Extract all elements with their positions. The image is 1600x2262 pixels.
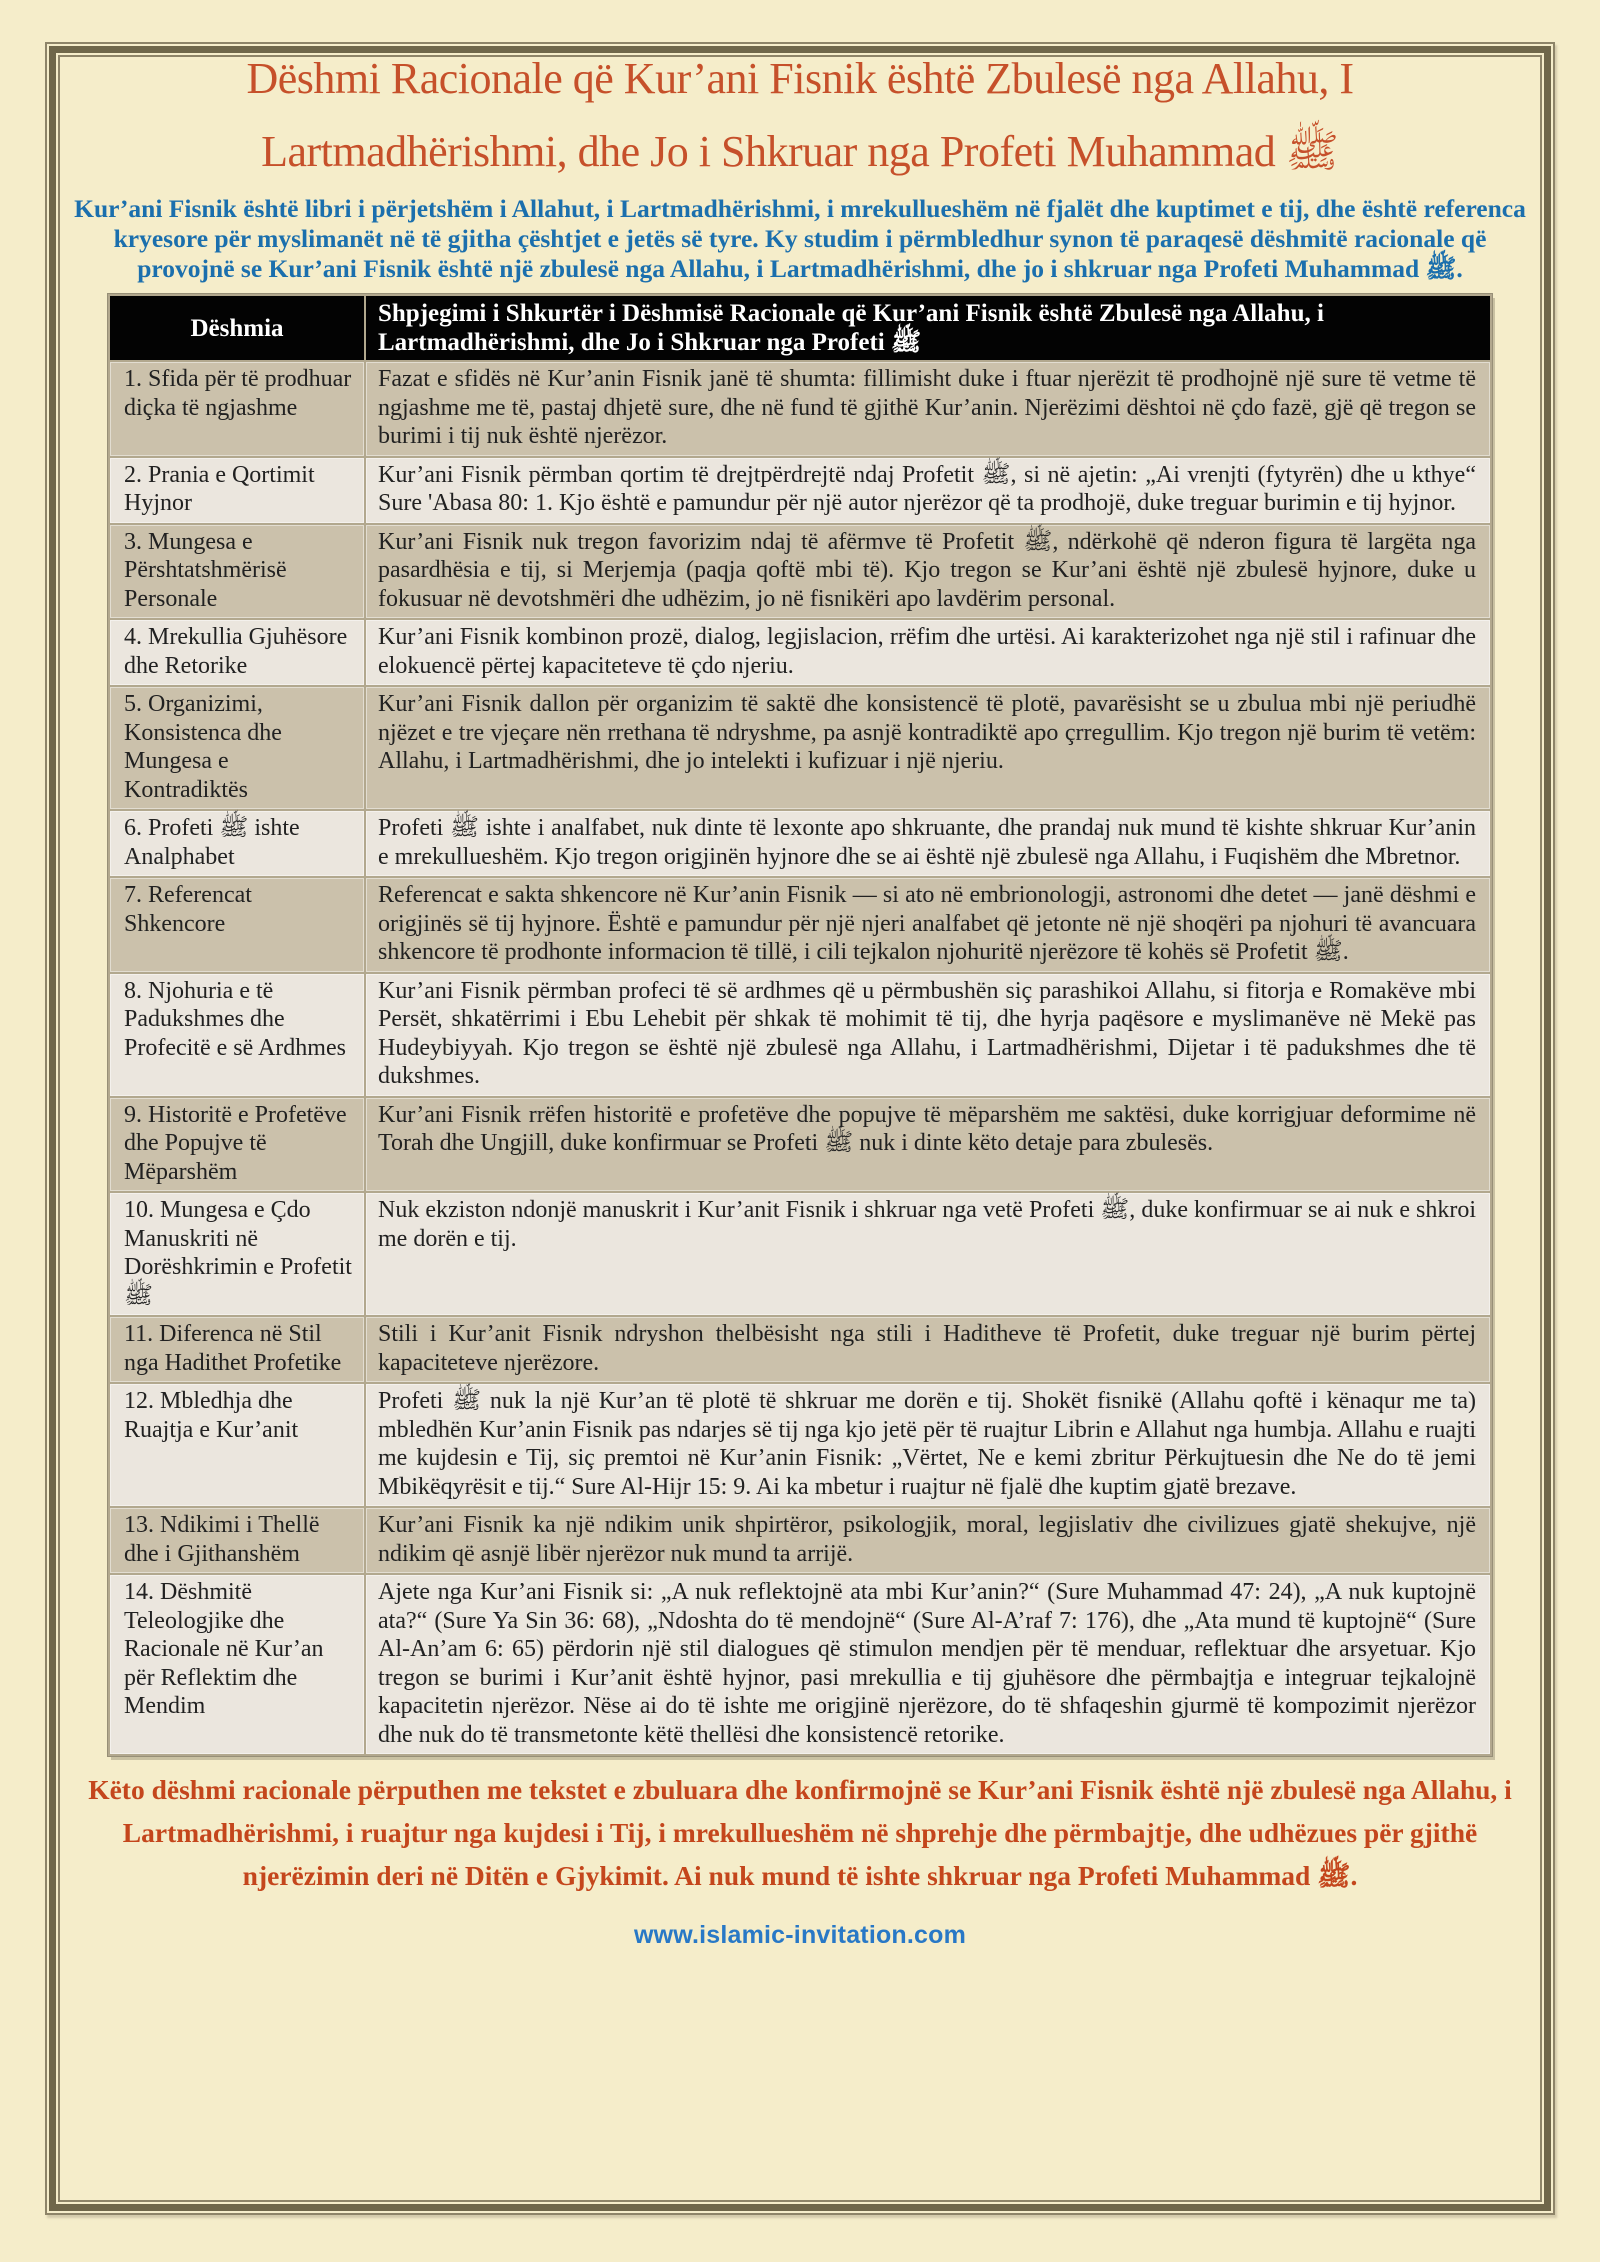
table-row	[109, 686, 1491, 810]
table-row	[109, 973, 1491, 1097]
explanation-cell: Profeti ﷺ nuk la një Kur’an të plotë të shkruar me dorën e tij. Shokët fisnikë (Allahu qoftë i kënaqur me ta) mbledhën Kur’anin Fisnik pas ndarjes së tij nga kjo jetë për të ruajtur Librin e Allahut nga humbja. Allahu e ruajti me kujdesin e Tij, siç premtoi në Kur’anin Fisnik: „Vërtet, Ne e kemi zbritur Përkujtuesin dhe Ne do të jemi Mbikëqyrësit e tij.“ Sure Al-Hijr 15: 9. Ai ka mbetur i ruajtur në fjalë dhe kuptim gjatë brezave.	[365, 1383, 1491, 1507]
evidence-cell: 5. Organizimi, Konsistenca dhe Mungesa e Kontradiktës	[109, 686, 365, 810]
table-row	[109, 1507, 1491, 1574]
conclusion-paragraph: Këto dëshmi racionale përputhen me tekstet e zbuluara dhe konfirmojnë se Kur’ani Fisnik është një zbulesë nga Allahu, i Lartmadhërishmi, i ruajtur nga kujdesi i Tij, i mrekullueshëm në shprehje dhe përmbajtje, dhe udhëzues për gjithë njerëzimin deri në Ditën e Gjykimit. Ai nuk mund të ishte shkruar nga Profeti Muhammad ﷺ.	[88, 1774, 1512, 1891]
table-row	[109, 877, 1491, 973]
evidence-cell: 11. Diferenca në Stil nga Hadithet Profetike	[109, 1316, 365, 1383]
explanation-cell: Kur’ani Fisnik kombinon prozë, dialog, legjislacion, rrëfim dhe urtësi. Ai karakterizohet nga një stil i rafinuar dhe elokuencë përtej kapaciteteve të çdo njeriu.	[365, 619, 1491, 686]
table-row	[109, 457, 1491, 524]
explanation-cell: Referencat e sakta shkencore në Kur’anin Fisnik — si ato në embrionologji, astronomi dhe detet — janë dëshmi e origjinës së tij hyjnore. Është e pamundur për një njeri analfabet që jetonte në një shoqëri pa njohuri të avancuara shkencore të prodhonte informacion të tillë, i cili tejkalon njohuritë njerëzore të kohës së Profetit ﷺ.	[365, 877, 1491, 973]
table-row	[109, 524, 1491, 620]
evidence-cell: 8. Njohuria e të Padukshmes dhe Profecitë e së Ardhmes	[109, 973, 365, 1097]
explanation-cell: Kur’ani Fisnik përmban qortim të drejtpërdrejtë ndaj Profetit ﷺ, si në ajetin: „Ai vrenjti (fytyrën) dhe u kthye“ Sure 'Abasa 80: 1. Kjo është e pamundur për një autor njerëzor që ta prodhojë, duke treguar burimin e tij hyjnor.	[365, 457, 1491, 524]
column-header-evidence: Dëshmia	[109, 295, 365, 361]
explanation-cell: Kur’ani Fisnik përmban profeci të së ardhmes që u përmbushën siç parashikoi Allahu, si fitorja e Romakëve mbi Persët, shkatërrimi i Ebu Lehebit për shkak të mohimit të tij, dhe hyrja paqësore e myslimanëve në Mekë pas Hudeybiyyah. Kjo tregon se është një zbulesë nga Allahu, i Lartmadhërishmi, Dijetar i të padukshmes dhe të dukshmes.	[365, 973, 1491, 1097]
table-row	[109, 1316, 1491, 1383]
page-title-line-2: Lartmadhërishmi, dhe Jo i Shkruar nga Profeti Muhammad ﷺ	[261, 127, 1339, 176]
website-link[interactable]: www.islamic-invitation.com	[633, 1921, 967, 1949]
table-row	[109, 619, 1491, 686]
evidence-cell: 2. Prania e Qortimit Hyjnor	[109, 457, 365, 524]
evidence-cell: 14. Dëshmitë Teleologjike dhe Racionale në Kur’an për Reflektim dhe Mendim	[109, 1574, 365, 1755]
evidence-table	[108, 294, 1492, 1756]
table-row	[109, 810, 1491, 877]
evidence-cell: 9. Historitë e Profetëve dhe Popujve të Mëparshëm	[109, 1097, 365, 1193]
table-header-row	[109, 295, 1491, 361]
intro-paragraph: Kur’ani Fisnik është libri i përjetshëm i Allahut, i Lartmadhërishmi, i mrekullueshëm në fjalët dhe kuptimet e tij, dhe është referenca kryesore për myslimanët në të gjitha çështjet e jetës së tyre. Ky studim i përmbledhur synon të paraqesë dëshmitë racionale që provojnë se Kur’ani Fisnik është një zbulesë nga Allahu, i Lartmadhërishmi, dhe jo i shkruar nga Profeti Muhammad ﷺ.	[74, 194, 1526, 283]
evidence-cell: 6. Profeti ﷺ ishte Analphabet	[109, 810, 365, 877]
evidence-cell: 1. Sfida për të prodhuar diçka të ngjashme	[109, 361, 365, 457]
table-row	[109, 1383, 1491, 1507]
explanation-cell: Profeti ﷺ ishte i analfabet, nuk dinte të lexonte apo shkruante, dhe prandaj nuk mund të kishte shkruar Kur’anin e mrekullueshëm. Kjo tregon origjinën hyjnore dhe se ai është një zbulesë nga Allahu, i Fuqishëm dhe Mbretnor.	[365, 810, 1491, 877]
explanation-cell: Kur’ani Fisnik nuk tregon favorizim ndaj të afërmve të Profetit ﷺ, ndërkohë që nderon figura të largëta nga pasardhësia e tij, si Merjemja (paqja qoftë mbi të). Kjo tregon se Kur’ani është një zbulesë hyjnore, duke u fokusuar në devotshmëri dhe udhëzim, jo në fisnikëri apo lavdërim personal.	[365, 524, 1491, 620]
explanation-cell: Kur’ani Fisnik ka një ndikim unik shpirtëror, psikologjik, moral, legjislativ dhe civilizues gjatë shekujve, një ndikim që asnjë libër njerëzor nuk mund ta arrijë.	[365, 1507, 1491, 1574]
evidence-cell: 3. Mungesa e Përshtatshmërisë Personale	[109, 524, 365, 620]
explanation-cell: Kur’ani Fisnik dallon për organizim të saktë dhe konsistencë të plotë, pavarësisht se u zbulua mbi një periudhë njëzet e tre vjeçare nën rrethana të ndryshme, pa asnjë kontradiktë apo çrregullim. Kjo tregon një burim të vetëm: Allahu, i Lartmadhërishmi, dhe jo intelekti i kufizuar i një njeriu.	[365, 686, 1491, 810]
website-row	[68, 1921, 1532, 1950]
evidence-cell: 10. Mungesa e Çdo Manuskriti në Dorëshkrimin e Profetit ﷺ	[109, 1192, 365, 1316]
explanation-cell: Fazat e sfidës në Kur’anin Fisnik janë të shumta: fillimisht duke i ftuar njerëzit të prodhojnë një sure të vetme të ngjashme me të, pastaj dhjetë sure, dhe në fund të gjithë Kur’anin. Njerëzimi dështoi në çdo fazë, gjë që tregon se burimi i tij nuk është njerëzor.	[365, 361, 1491, 457]
evidence-cell: 7. Referencat Shkencore	[109, 877, 365, 973]
table-row	[109, 1574, 1491, 1755]
explanation-cell: Kur’ani Fisnik rrëfen historitë e profetëve dhe popujve të mëparshëm me saktësi, duke korrigjuar deformime në Torah dhe Ungjill, duke konfirmuar se Profeti ﷺ nuk i dinte këto detaje para zbulesës.	[365, 1097, 1491, 1193]
column-header-explanation: Shpjegimi i Shkurtër i Dëshmisë Racionale që Kur’ani Fisnik është Zbulesë nga Allahu, i Lartmadhërishmi, dhe Jo i Shkruar nga Profeti ﷺ	[365, 295, 1491, 361]
table-row	[109, 1097, 1491, 1193]
page-title-line-1: Dëshmi Racionale që Kur’ani Fisnik është Zbulesë nga Allahu, I	[246, 54, 1354, 103]
evidence-cell: 4. Mrekullia Gjuhësore dhe Retorike	[109, 619, 365, 686]
explanation-cell: Ajete nga Kur’ani Fisnik si: „A nuk reflektojnë ata mbi Kur’anin?“ (Sure Muhammad 47: 24), „A nuk kuptojnë ata?“ (Sure Ya Sin 36: 68), „Ndoshta do të mendojnë“ (Sure Al-A’raf 7: 176), dhe „Ata mund të kuptojnë“ (Sure Al-An’am 6: 65) përdorin një stil dialogues që stimulon mendjen për të menduar, reflektuar dhe arsyetuar. Kjo tregon se burimi i Kur’anit është hyjnor, pasi mrekullia e tij gjuhësore dhe përmbajtja e integruar tejkalojnë kapacitetin njerëzor. Nëse ai do të ishte me origjinë njerëzore, do të shfaqeshin gjurmë të kompozimit njerëzor dhe nuk do të transmetonte këtë thellësi dhe konsistencë retorike.	[365, 1574, 1491, 1755]
evidence-cell: 13. Ndikimi i Thellë dhe i Gjithanshëm	[109, 1507, 365, 1574]
table-row	[109, 1192, 1491, 1316]
explanation-cell: Nuk ekziston ndonjë manuskrit i Kur’anit Fisnik i shkruar nga vetë Profeti ﷺ, duke konfirmuar se ai nuk e shkroi me dorën e tij.	[365, 1192, 1491, 1316]
table-row	[109, 361, 1491, 457]
page-title	[68, 42, 1532, 188]
evidence-cell: 12. Mbledhja dhe Ruajtja e Kur’anit	[109, 1383, 365, 1507]
explanation-cell: Stili i Kur’anit Fisnik ndryshon thelbësisht nga stili i Haditheve të Profetit, duke treguar një burim përtej kapaciteteve njerëzore.	[365, 1316, 1491, 1383]
